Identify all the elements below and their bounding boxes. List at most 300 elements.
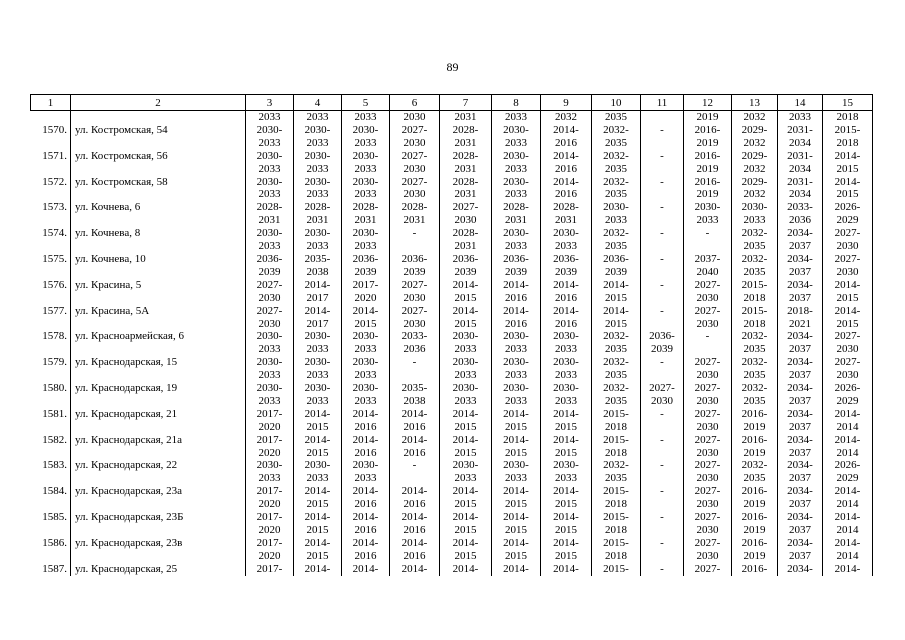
year-cell: 2037	[778, 550, 823, 563]
year-cell: 2033	[492, 240, 541, 253]
year-cell: 2032	[732, 163, 778, 176]
column-header-2: 2	[71, 95, 246, 111]
entry-row-start	[31, 434, 873, 447]
year-cell: 2033	[541, 395, 592, 408]
year-cell: -	[641, 176, 684, 189]
year-cell: 2033	[342, 163, 390, 176]
entry-row-start	[31, 356, 873, 369]
year-cell: 2014-	[294, 537, 342, 550]
entry-row-start	[31, 408, 873, 421]
year-cell: 2030	[390, 163, 440, 176]
year-cell: 2032-	[592, 176, 641, 189]
year-cell: 2034-	[778, 459, 823, 472]
entry-row-end	[31, 472, 873, 485]
year-cell: 2037	[778, 472, 823, 485]
year-cell: 2034-	[778, 382, 823, 395]
year-cell: 2030	[684, 395, 732, 408]
year-cell: 2032	[541, 111, 592, 124]
entry-row-end	[31, 266, 873, 279]
year-cell: 2039	[246, 266, 294, 279]
year-cell: 2027-	[390, 305, 440, 318]
year-cell: 2033	[440, 395, 492, 408]
year-cell: 2019	[732, 524, 778, 537]
year-cell: 2014-	[823, 408, 873, 421]
year-cell: 2027-	[390, 150, 440, 163]
year-cell: 2028-	[541, 201, 592, 214]
year-cell: 2014-	[592, 279, 641, 292]
entry-row-start	[31, 305, 873, 318]
year-cell: 2036-	[246, 253, 294, 266]
year-cell: 2032-	[592, 356, 641, 369]
address-cell: ул. Кочнева, 8	[71, 227, 246, 240]
address-cell: ул. Красина, 5А	[71, 305, 246, 318]
year-cell: 2030-	[246, 227, 294, 240]
year-cell	[641, 318, 684, 331]
entry-row-start	[31, 176, 873, 189]
year-cell: 2035-	[390, 382, 440, 395]
year-cell: 2033	[294, 240, 342, 253]
year-cell: 2034-	[778, 537, 823, 550]
year-cell: 2035	[732, 240, 778, 253]
year-cell: 2014-	[440, 511, 492, 524]
address-cell: ул. Костромская, 56	[71, 150, 246, 163]
year-cell: 2033	[246, 137, 294, 150]
year-cell: 2030-	[246, 459, 294, 472]
year-cell: 2016	[342, 447, 390, 460]
year-cell: 2030-	[294, 356, 342, 369]
year-cell: 2014-	[492, 434, 541, 447]
year-cell: 2037	[778, 421, 823, 434]
year-cell: 2017-	[342, 279, 390, 292]
year-cell: 2033	[294, 369, 342, 382]
year-cell: 2014-	[294, 511, 342, 524]
year-cell: 2033	[342, 240, 390, 253]
year-cell: 2029-	[732, 150, 778, 163]
year-cell: 2027-	[684, 485, 732, 498]
year-cell: 2033	[592, 214, 641, 227]
year-cell: 2029-	[732, 176, 778, 189]
year-cell: 2019	[732, 447, 778, 460]
year-cell: 2034-	[778, 253, 823, 266]
year-cell: 2030	[823, 240, 873, 253]
year-cell: -	[641, 279, 684, 292]
column-header-14: 14	[778, 95, 823, 111]
year-cell: 2014-	[342, 305, 390, 318]
year-cell: 2016	[342, 550, 390, 563]
year-cell: 2015	[440, 524, 492, 537]
year-cell: 2030	[390, 188, 440, 201]
year-cell: 2033	[294, 395, 342, 408]
entry-row-end	[31, 214, 873, 227]
year-cell: 2027-	[684, 356, 732, 369]
year-cell: 2036-	[541, 253, 592, 266]
year-cell: 2030	[390, 137, 440, 150]
year-cell: 2033	[246, 369, 294, 382]
year-cell: 2031	[440, 188, 492, 201]
year-cell: 2033	[492, 395, 541, 408]
year-cell: 2016	[541, 292, 592, 305]
year-cell: 2015	[492, 498, 541, 511]
address-cell	[71, 188, 246, 201]
year-cell: 2014-	[823, 176, 873, 189]
year-cell: 2014-	[440, 434, 492, 447]
year-cell: 2014-	[390, 485, 440, 498]
year-cell: 2014-	[294, 485, 342, 498]
year-cell: 2035	[732, 395, 778, 408]
year-cell: 2030	[684, 318, 732, 331]
address-cell	[71, 395, 246, 408]
year-cell: 2033	[342, 137, 390, 150]
year-cell: 2018	[592, 524, 641, 537]
year-cell: 2030	[684, 498, 732, 511]
column-header-12: 12	[684, 95, 732, 111]
year-cell: 2015	[492, 447, 541, 460]
year-cell: 2030	[684, 550, 732, 563]
year-cell: 2031	[342, 214, 390, 227]
year-cell	[684, 343, 732, 356]
year-cell: 2014	[823, 498, 873, 511]
year-cell: 2032-	[732, 253, 778, 266]
entry-number: 1575.	[31, 253, 71, 266]
year-cell: 2028-	[294, 201, 342, 214]
year-cell: 2014-	[390, 511, 440, 524]
year-cell: 2017	[294, 318, 342, 331]
year-cell: 2032	[732, 137, 778, 150]
entry-number	[31, 498, 71, 511]
year-cell: 2014-	[492, 563, 541, 576]
year-cell	[641, 163, 684, 176]
year-cell	[641, 524, 684, 537]
year-cell: 2015	[294, 524, 342, 537]
year-cell: 2016-	[732, 563, 778, 576]
repair-schedule-table	[30, 94, 873, 576]
year-cell: 2033	[342, 369, 390, 382]
year-cell: 2014-	[492, 511, 541, 524]
column-header-13: 13	[732, 95, 778, 111]
year-cell: 2027-	[823, 356, 873, 369]
year-cell: 2031	[440, 240, 492, 253]
address-cell: ул. Костромская, 54	[71, 124, 246, 137]
year-cell: 2020	[246, 421, 294, 434]
year-cell: 2027-	[390, 176, 440, 189]
year-cell: 2033	[246, 395, 294, 408]
year-cell: 2031	[440, 137, 492, 150]
year-cell: 2031-	[778, 124, 823, 137]
year-cell: 2028-	[440, 227, 492, 240]
year-cell: 2032-	[592, 150, 641, 163]
address-cell: ул. Краснодарская, 25	[71, 563, 246, 576]
entry-number	[31, 395, 71, 408]
year-cell: 2032-	[732, 459, 778, 472]
address-cell	[71, 447, 246, 460]
year-cell: 2030-	[592, 201, 641, 214]
year-cell: 2014-	[823, 279, 873, 292]
entry-row-start	[31, 382, 873, 395]
entry-number: 1580.	[31, 382, 71, 395]
year-cell: 2033	[246, 188, 294, 201]
year-cell: 2016	[342, 421, 390, 434]
year-cell: 2034	[778, 137, 823, 150]
year-cell: 2031	[541, 214, 592, 227]
column-header-8: 8	[492, 95, 541, 111]
entry-number: 1573.	[31, 201, 71, 214]
year-cell: 2028-	[492, 201, 541, 214]
year-cell	[641, 550, 684, 563]
year-cell: 2037	[778, 498, 823, 511]
year-cell: 2014-	[440, 563, 492, 576]
year-cell: 2030-	[294, 382, 342, 395]
year-cell: 2030-	[684, 201, 732, 214]
year-cell	[641, 292, 684, 305]
year-cell: 2014	[823, 421, 873, 434]
year-cell: 2017-	[246, 537, 294, 550]
year-cell: 2016-	[684, 176, 732, 189]
year-cell: 2014-	[541, 434, 592, 447]
year-cell	[641, 240, 684, 253]
year-cell: 2014	[823, 550, 873, 563]
year-cell: 2030-	[492, 459, 541, 472]
entry-number: 1578.	[31, 330, 71, 343]
year-cell: 2016-	[684, 124, 732, 137]
year-cell: 2014-	[541, 537, 592, 550]
column-header-6: 6	[390, 95, 440, 111]
year-cell: 2027-	[246, 279, 294, 292]
year-cell: 2033	[440, 369, 492, 382]
year-cell: -	[641, 563, 684, 576]
entry-row-start	[31, 459, 873, 472]
year-cell: 2032-	[592, 124, 641, 137]
year-cell: 2033	[732, 214, 778, 227]
year-cell: 2017-	[246, 485, 294, 498]
year-cell: 2032-	[592, 330, 641, 343]
year-cell: 2014-	[541, 511, 592, 524]
entry-number	[31, 137, 71, 150]
year-cell: 2030-	[492, 124, 541, 137]
year-cell: 2015-	[592, 511, 641, 524]
year-cell: 2015	[440, 292, 492, 305]
year-cell: 2037	[778, 343, 823, 356]
year-cell: 2014-	[390, 434, 440, 447]
entry-number	[31, 550, 71, 563]
year-cell: 2028-	[440, 124, 492, 137]
year-cell: 2030-	[294, 124, 342, 137]
year-cell: 2015-	[592, 537, 641, 550]
year-cell: 2014-	[541, 485, 592, 498]
year-cell: -	[390, 227, 440, 240]
year-cell: 2030-	[246, 150, 294, 163]
entry-number: 1571.	[31, 150, 71, 163]
entry-row-start	[31, 563, 873, 576]
year-cell: 2014	[823, 447, 873, 460]
entry-number	[31, 163, 71, 176]
year-cell: 2030-	[342, 227, 390, 240]
entry-row-end	[31, 498, 873, 511]
year-cell: 2030	[440, 214, 492, 227]
year-cell: 2014-	[592, 305, 641, 318]
year-cell: 2018	[732, 318, 778, 331]
year-cell: 2030-	[294, 176, 342, 189]
year-cell: 2015	[294, 550, 342, 563]
column-header-11: 11	[641, 95, 684, 111]
year-cell: 2014-	[541, 124, 592, 137]
year-cell: 2014-	[390, 537, 440, 550]
year-cell: 2030-	[342, 124, 390, 137]
entry-row-start	[31, 537, 873, 550]
year-cell: 2033	[684, 214, 732, 227]
year-cell: 2019	[684, 137, 732, 150]
year-cell: 2014-	[541, 176, 592, 189]
year-cell: 2027-	[390, 279, 440, 292]
year-cell: 2015	[592, 292, 641, 305]
year-cell: 2030-	[246, 176, 294, 189]
entry-number: 1570.	[31, 124, 71, 137]
year-cell: 2030-	[541, 227, 592, 240]
year-cell: 2019	[684, 111, 732, 124]
page-number: 89	[446, 60, 459, 74]
year-cell: 2029	[823, 472, 873, 485]
year-cell: 2035	[732, 472, 778, 485]
year-cell: 2030-	[246, 124, 294, 137]
year-cell: 2039	[440, 266, 492, 279]
entry-row-end	[31, 163, 873, 176]
year-cell: 2015	[541, 550, 592, 563]
entry-number: 1581.	[31, 408, 71, 421]
year-cell: 2034-	[778, 511, 823, 524]
year-cell: 2035	[592, 137, 641, 150]
year-cell: 2016-	[732, 537, 778, 550]
year-cell: 2030-	[342, 330, 390, 343]
year-cell: 2029	[823, 395, 873, 408]
address-cell: ул. Красноармейская, 6	[71, 330, 246, 343]
year-cell: 2030	[684, 421, 732, 434]
year-cell: 2035	[592, 472, 641, 485]
year-cell: 2015	[541, 447, 592, 460]
year-cell: 2039	[641, 343, 684, 356]
address-cell	[71, 111, 246, 124]
address-cell	[71, 266, 246, 279]
year-cell: 2031-	[778, 176, 823, 189]
year-cell: 2027-	[684, 563, 732, 576]
year-cell	[641, 472, 684, 485]
year-cell: 2030-	[342, 459, 390, 472]
year-cell: 2030-	[342, 176, 390, 189]
address-cell	[71, 163, 246, 176]
year-cell: 2027-	[823, 330, 873, 343]
year-cell: 2016	[492, 318, 541, 331]
year-cell: 2033	[342, 343, 390, 356]
year-cell: 2014-	[342, 408, 390, 421]
address-cell	[71, 214, 246, 227]
year-cell: 2014-	[823, 485, 873, 498]
address-cell: ул. Краснодарская, 23в	[71, 537, 246, 550]
entry-number	[31, 472, 71, 485]
year-cell	[641, 214, 684, 227]
year-cell: 2027-	[684, 434, 732, 447]
entry-row-end	[31, 137, 873, 150]
address-cell: ул. Краснодарская, 15	[71, 356, 246, 369]
year-cell: 2030	[823, 369, 873, 382]
address-cell: ул. Краснодарская, 21	[71, 408, 246, 421]
entry-number	[31, 240, 71, 253]
year-cell: 2028-	[390, 201, 440, 214]
year-cell: 2016-	[732, 511, 778, 524]
year-cell: 2016	[390, 447, 440, 460]
year-cell: 2018-	[778, 305, 823, 318]
year-cell	[641, 369, 684, 382]
year-cell: 2033	[294, 343, 342, 356]
year-cell: 2030-	[732, 201, 778, 214]
year-cell: -	[684, 330, 732, 343]
year-cell: 2014-	[440, 485, 492, 498]
year-cell: 2028-	[440, 150, 492, 163]
column-header-1: 1	[31, 95, 71, 111]
year-cell: 2033	[541, 472, 592, 485]
year-cell: 2033	[246, 343, 294, 356]
year-cell	[641, 188, 684, 201]
year-cell: 2033	[541, 369, 592, 382]
entry-number	[31, 343, 71, 356]
year-cell: 2033	[492, 111, 541, 124]
year-cell: 2030	[390, 111, 440, 124]
year-cell: 2033	[492, 163, 541, 176]
year-cell: 2034	[778, 163, 823, 176]
year-cell: 2030-	[294, 330, 342, 343]
year-cell: 2016	[390, 421, 440, 434]
entry-row-start	[31, 150, 873, 163]
entry-number: 1583.	[31, 459, 71, 472]
year-cell: 2035	[592, 343, 641, 356]
year-cell: 2033	[342, 472, 390, 485]
year-cell	[390, 240, 440, 253]
entry-row-start	[31, 124, 873, 137]
year-cell: 2027-	[684, 279, 732, 292]
year-cell: 2026-	[823, 459, 873, 472]
year-cell: 2014-	[492, 408, 541, 421]
year-cell: 2016	[492, 292, 541, 305]
year-cell: 2030-	[541, 356, 592, 369]
entry-number	[31, 188, 71, 201]
entry-number	[31, 421, 71, 434]
year-cell: 2035	[592, 188, 641, 201]
year-cell: 2037	[778, 240, 823, 253]
year-cell: 2014	[823, 524, 873, 537]
year-cell: 2015	[492, 421, 541, 434]
year-cell: 2014-	[541, 279, 592, 292]
year-cell: 2016	[390, 550, 440, 563]
year-cell: 2014-	[492, 279, 541, 292]
year-cell: 2030	[641, 395, 684, 408]
year-cell: 2020	[246, 447, 294, 460]
year-cell: 2015	[440, 550, 492, 563]
year-cell: 2035	[592, 369, 641, 382]
year-cell: 2014-	[390, 563, 440, 576]
year-cell: 2019	[732, 498, 778, 511]
entry-row-end	[31, 292, 873, 305]
year-cell: 2018	[592, 421, 641, 434]
year-cell: 2033	[294, 137, 342, 150]
year-cell: 2014-	[342, 563, 390, 576]
year-cell: 2036-	[390, 253, 440, 266]
entry-row-start	[31, 227, 873, 240]
year-cell: 2036-	[592, 253, 641, 266]
year-cell: 2033	[342, 111, 390, 124]
year-cell: 2015	[342, 318, 390, 331]
year-cell: 2020	[246, 524, 294, 537]
year-cell: 2014-	[342, 434, 390, 447]
year-cell: 2014-	[492, 305, 541, 318]
year-cell: 2015	[294, 421, 342, 434]
year-cell: 2033	[492, 343, 541, 356]
